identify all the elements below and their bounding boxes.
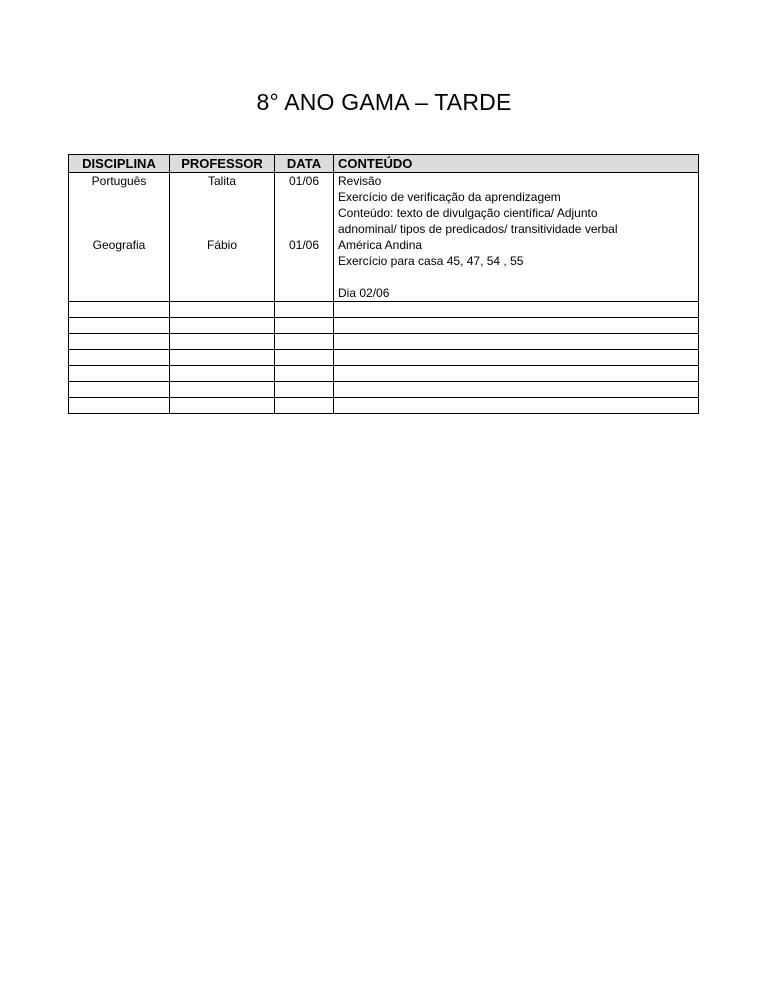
table-row-empty — [69, 366, 699, 382]
table-row-empty — [69, 398, 699, 414]
empty-cell — [275, 318, 334, 334]
conteudo-line: Exercício para casa 45, 47, 54 , 55 — [338, 254, 524, 268]
empty-cell — [275, 366, 334, 382]
schedule-table — [68, 154, 699, 414]
header-disciplina: DISCIPLINA — [69, 155, 170, 173]
table-row-empty — [69, 334, 699, 350]
cell-conteudo — [334, 173, 699, 238]
cell-data: 01/06 — [275, 173, 334, 238]
blank-line — [338, 269, 694, 285]
conteudo-line: Dia 02/06 — [338, 286, 390, 300]
empty-cell — [334, 398, 699, 414]
table-row-empty — [69, 302, 699, 318]
table-row-empty — [69, 318, 699, 334]
empty-cell — [170, 366, 275, 382]
empty-cell — [69, 318, 170, 334]
empty-cell — [275, 398, 334, 414]
header-conteudo: CONTEÚDO — [334, 155, 699, 173]
empty-cell — [334, 366, 699, 382]
cell-disciplina: Português — [69, 173, 170, 238]
empty-cell — [275, 334, 334, 350]
empty-cell — [170, 302, 275, 318]
empty-cell — [334, 302, 699, 318]
empty-cell — [69, 302, 170, 318]
empty-cell — [170, 350, 275, 366]
empty-cell — [170, 318, 275, 334]
cell-data: 01/06 — [275, 237, 334, 302]
empty-cell — [69, 382, 170, 398]
header-data: DATA — [275, 155, 334, 173]
table-header-row — [69, 155, 699, 173]
empty-cell — [69, 366, 170, 382]
conteudo-line: Revisão — [338, 174, 382, 188]
table-row-empty — [69, 382, 699, 398]
empty-cell — [334, 350, 699, 366]
empty-cell — [69, 398, 170, 414]
table-row-empty — [69, 350, 699, 366]
table-row — [69, 237, 699, 302]
conteudo-line: América Andina — [338, 238, 423, 252]
empty-cell — [334, 382, 699, 398]
cell-disciplina: Geografia — [69, 237, 170, 302]
empty-cell — [69, 334, 170, 350]
page-title: 8° ANO GAMA – TARDE — [256, 89, 512, 115]
empty-cell — [275, 382, 334, 398]
empty-cell — [275, 350, 334, 366]
conteudo-line: Conteúdo: texto de divulgação científica/ Adjunto — [338, 206, 598, 220]
table-row — [69, 173, 699, 238]
cell-conteudo — [334, 237, 699, 302]
cell-professor: Fábio — [170, 237, 275, 302]
empty-cell — [170, 398, 275, 414]
empty-cell — [334, 318, 699, 334]
conteudo-line: adnominal/ tipos de predicados/ transitividade verbal — [338, 222, 618, 236]
empty-cell — [334, 334, 699, 350]
empty-cell — [170, 382, 275, 398]
empty-cell — [69, 350, 170, 366]
empty-cell — [170, 334, 275, 350]
cell-professor: Talita — [170, 173, 275, 238]
empty-cell — [275, 302, 334, 318]
header-professor: PROFESSOR — [170, 155, 275, 173]
conteudo-line: Exercício de verificação da aprendizagem — [338, 190, 561, 204]
